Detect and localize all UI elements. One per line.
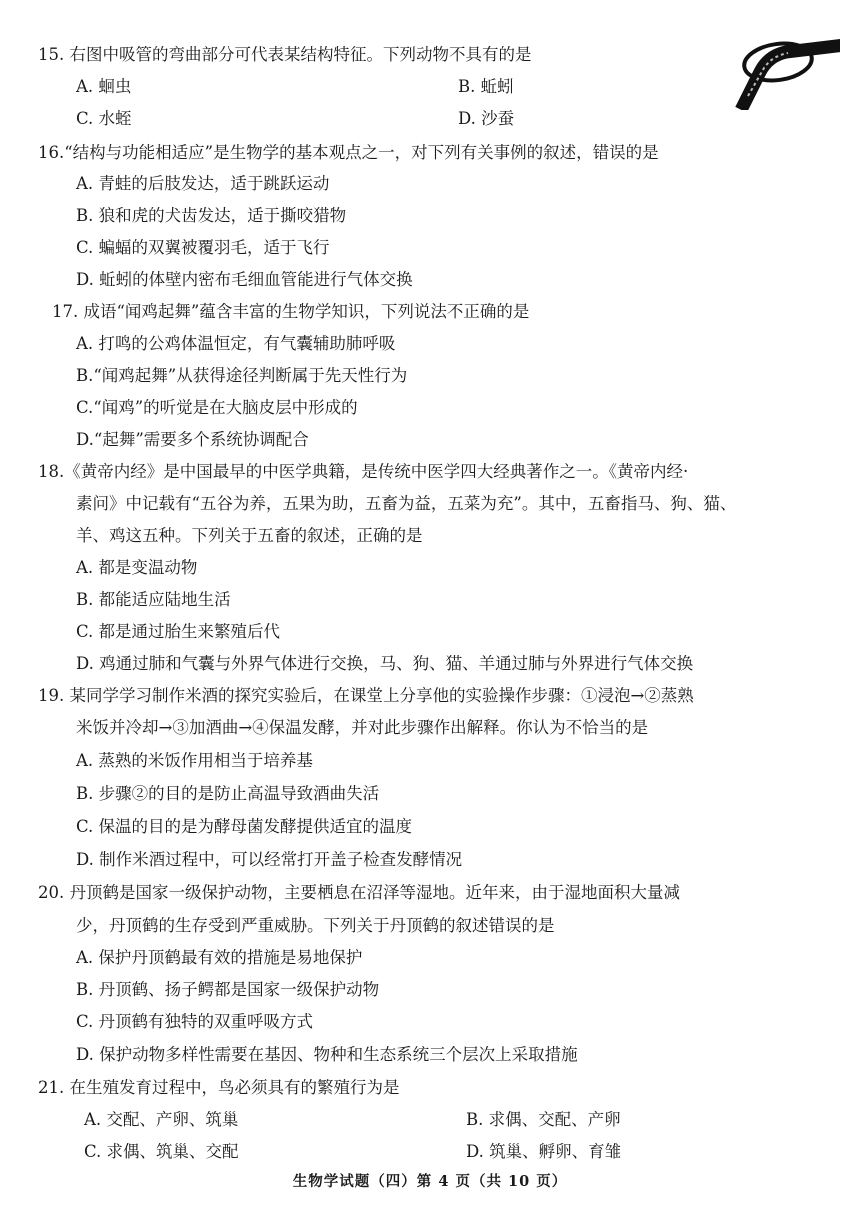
- question-17-option-c: C.“闻鸡”的听觉是在大脑皮层中形成的: [76, 398, 358, 417]
- question-21-option-a: A. 交配、产卵、筑巢: [84, 1110, 239, 1129]
- question-16-option-b: B. 狼和虎的犬齿发达，适于撕咬猎物: [76, 206, 347, 225]
- question-15-stem: 15. 右图中吸管的弯曲部分可代表某结构特征。下列动物不具有的是: [38, 45, 532, 64]
- question-18-stem-line-1: 18.《黄帝内经》是中国最早的中医学典籍，是传统中医学四大经典著作之一。《黄帝内经·: [38, 462, 689, 481]
- question-17-option-b: B.“闻鸡起舞”从获得途径判断属于先天性行为: [76, 366, 408, 385]
- question-16-option-c: C. 蝙蝠的双翼被覆羽毛，适于飞行: [76, 238, 330, 257]
- drinking-straw-figure: [730, 38, 840, 110]
- question-18-option-a: A. 都是变温动物: [76, 558, 198, 577]
- question-16-option-d: D. 蚯蚓的体壁内密布毛细血管能进行气体交换: [76, 270, 413, 289]
- question-15-option-d: D. 沙蚕: [458, 109, 515, 128]
- question-16-stem: 16.“结构与功能相适应”是生物学的基本观点之一，对下列有关事例的叙述，错误的是: [38, 143, 659, 162]
- question-15-option-a: A. 蛔虫: [76, 77, 132, 96]
- question-17-option-a: A. 打鸣的公鸡体温恒定，有气囊辅助肺呼吸: [76, 334, 396, 353]
- question-18-option-b: B. 都能适应陆地生活: [76, 590, 231, 609]
- question-20-option-a: A. 保护丹顶鹤最有效的措施是易地保护: [76, 948, 363, 967]
- question-21-option-b: B. 求偶、交配、产卵: [466, 1110, 621, 1129]
- question-21-option-c: C. 求偶、筑巢、交配: [84, 1142, 239, 1161]
- question-20-option-c: C. 丹顶鹤有独特的双重呼吸方式: [76, 1012, 314, 1031]
- question-19-option-c: C. 保温的目的是为酵母菌发酵提供适宜的温度: [76, 817, 413, 836]
- question-19-option-b: B. 步骤②的目的是防止高温导致酒曲失活: [76, 784, 380, 803]
- question-19-option-a: A. 蒸熟的米饭作用相当于培养基: [76, 751, 313, 770]
- question-18-option-c: C. 都是通过胎生来繁殖后代: [76, 622, 281, 641]
- question-15-option-c: C. 水蛭: [76, 109, 132, 128]
- question-17-stem: 17. 成语“闻鸡起舞”蕴含丰富的生物学知识，下列说法不正确的是: [52, 302, 530, 321]
- question-21-stem: 21. 在生殖发育过程中，鸟必须具有的繁殖行为是: [38, 1078, 400, 1097]
- question-18-option-d: D. 鸡通过肺和气囊与外界气体进行交换，马、狗、猫、羊通过肺与外界进行气体交换: [76, 654, 694, 673]
- question-18-stem-line-2: 素问》中记载有“五谷为养，五果为助，五畜为益，五菜为充”。其中，五畜指马、狗、猫、: [76, 494, 737, 513]
- question-20-stem-line-2: 少，丹顶鹤的生存受到严重威胁。下列关于丹顶鹤的叙述错误的是: [76, 916, 555, 935]
- question-19-option-d: D. 制作米酒过程中，可以经常打开盖子检查发酵情况: [76, 850, 463, 869]
- question-15-option-b: B. 蚯蚓: [458, 77, 514, 96]
- question-18-stem-line-3: 羊、鸡这五种。下列关于五畜的叙述，正确的是: [76, 526, 423, 545]
- page-footer: 生物学试题（四）第 4 页（共 10 页）: [292, 1173, 568, 1190]
- question-17-option-d: D.“起舞”需要多个系统协调配合: [76, 430, 309, 449]
- question-20-option-d: D. 保护动物多样性需要在基因、物种和生态系统三个层次上采取措施: [76, 1045, 578, 1064]
- question-16-option-a: A. 青蛙的后肢发达，适于跳跃运动: [76, 174, 330, 193]
- question-21-option-d: D. 筑巢、孵卵、育雏: [466, 1142, 622, 1161]
- question-20-stem-line-1: 20. 丹顶鹤是国家一级保护动物，主要栖息在沼泽等湿地。近年来，由于湿地面积大量减: [38, 883, 680, 902]
- question-20-option-b: B. 丹顶鹤、扬子鳄都是国家一级保护动物: [76, 980, 380, 999]
- question-19-stem-line-2: 米饭并冷却→③加酒曲→④保温发酵，并对此步骤作出解释。你认为不恰当的是: [76, 718, 649, 737]
- question-19-stem-line-1: 19. 某同学学习制作米酒的探究实验后，在课堂上分享他的实验操作步骤：①浸泡→②蒸熟: [38, 686, 694, 705]
